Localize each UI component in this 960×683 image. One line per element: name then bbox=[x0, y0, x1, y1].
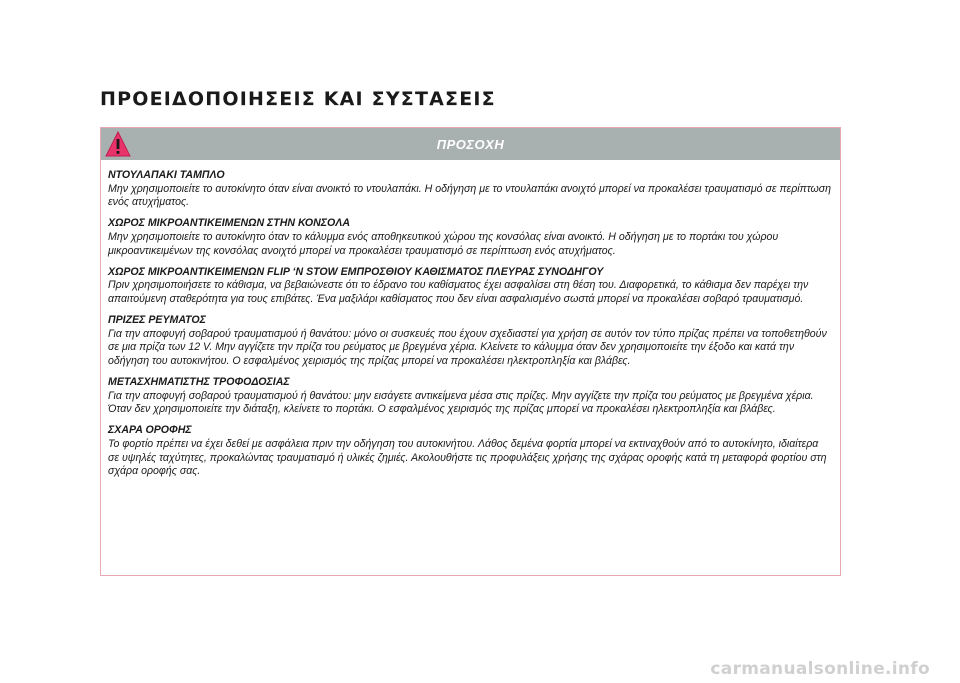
section-roof-rack bbox=[108, 424, 832, 478]
section-heading: ΧΩΡΟΣ ΜΙΚΡΟΑΝΤΙΚΕΙΜΕΝΩΝ FLIP ‘N STOW ΕΜΠΡΟΣΘΙΟΥ ΚΑΘΙΣΜΑΤΟΣ ΠΛΕΥΡΑΣ ΣΥΝΟΔΗΓΟΥ bbox=[108, 265, 604, 278]
section-text: Το φορτίο πρέπει να έχει δεθεί με ασφάλεια πριν την οδήγηση του αυτοκινήτου. Λάθος δεμένα φορτία μπορεί να εκτιναχθούν από το αυτοκίνητο, ιδιαίτερα σε υψηλές ταχύτητες, προκαλώντας τραυματισμό ή υλικές ζημιές. Ακολουθήστε τις προφυλάξεις χρήσης της σχάρας οροφής κατά τη μεταφορά φορτίου στη σχάρα οροφής σας. bbox=[108, 438, 827, 478]
warning-header-label: ΠΡΟΣΟΧΗ bbox=[436, 136, 505, 152]
section-power-inverter bbox=[108, 376, 832, 417]
watermark: carmanualsonline.info bbox=[710, 659, 930, 679]
warning-triangle-icon bbox=[105, 130, 131, 158]
warning-content bbox=[108, 169, 832, 486]
section-power-outlets bbox=[108, 314, 832, 368]
section-text: Μην χρησιμοποιείτε το αυτοκίνητο όταν είναι ανοικτό το ντουλαπάκι. Η οδήγηση με το ντουλαπάκι ανοιχτό μπορεί να προκαλέσει τραυματισμό σε περίπτωση ενός ατυχήματος. bbox=[108, 182, 832, 209]
section-heading: ΠΡΙΖΕΣ ΡΕΥΜΑΤΟΣ bbox=[108, 314, 206, 327]
section-text: Πριν χρησιμοποιήσετε το κάθισμα, να βεβαιώνεστε ότι το έδρανο του καθίσματος έχει ασφαλίσει στη θέση του. Διαφορετικά, το κάθισμα δεν παρέχει την απαιτούμενη σταθερότητα για τους επιβάτες. Ένα μαξιλάρι καθίσματος που δεν είναι ασφαλισμένο σωστά μπορεί να προκαλέσει σοβαρό τραυματισμό. bbox=[108, 279, 809, 305]
section-heading: ΝΤΟΥΛΑΠΑΚΙ ΤΑΜΠΛΟ bbox=[108, 169, 225, 181]
warning-box bbox=[100, 127, 841, 576]
section-text: Για την αποφυγή σοβαρού τραυματισμού ή θανάτου: μην εισάγετε αντικείμενα μέσα στις πρίζες. Μην αγγίζετε την πρίζα του ρεύματος με βρεγμένα χέρια. Όταν δεν χρησιμοποιείτε την διάταξη, κλείνετε το πορτάκι. Ο εσφαλμένος χειρισμός της πρίζας μπορεί να προκαλέσει ηλεκτροπληξία και βλάβες. bbox=[108, 389, 814, 416]
page-title: ΠΡΟΕΙΔΟΠΟΙΗΣΕΙΣ ΚΑΙ ΣΥΣΤΑΣΕΙΣ bbox=[100, 88, 496, 110]
section-text: Μην χρησιμοποιείτε το αυτοκίνητο όταν το κάλυμμα ενός αποθηκευτικού χώρου της κονσόλας είναι ανοικτό. Η οδήγηση με το πορτάκι του χώρου μικροαντικειμένων της κονσόλας ανοιχτό μπορεί να προκαλέσει τραυματισμό σε περίπτωση ενός ατυχήματος. bbox=[108, 230, 779, 257]
section-text: Για την αποφυγή σοβαρού τραυματισμού ή θανάτου: μόνο οι συσκευές που έχουν σχεδιαστεί για χρήση σε αυτόν τον τύπο πρίζας πρέπει να τοποθετηθούν σε μια πρίζα των 12 V. Μην αγγίζετε την πρίζα του ρεύματος με βρεγμένα χέρια. Κλείνετε το κάλυμμα όταν δεν χρησιμοποιείτε την έξοδο και κατά την οδήγηση του αυτοκινήτου. Ο εσφαλμένος χειρισμός της πρίζας μπορεί να προκαλέσει ηλεκτροπληξία και βλάβες. bbox=[108, 327, 827, 367]
section-heading: ΧΩΡΟΣ ΜΙΚΡΟΑΝΤΙΚΕΙΜΕΝΩΝ ΣΤΗΝ ΚΟΝΣΟΛΑ bbox=[108, 217, 351, 230]
warning-header bbox=[101, 128, 840, 160]
section-heading: ΜΕΤΑΣΧΗΜΑΤΙΣΤΗΣ ΤΡΟΦΟΔΟΣΙΑΣ bbox=[108, 376, 290, 389]
section-flip-n-stow bbox=[108, 266, 832, 307]
section-heading: ΣΧΑΡΑ ΟΡΟΦΗΣ bbox=[108, 424, 192, 437]
section-console-storage bbox=[108, 217, 832, 258]
section-glovebox bbox=[108, 169, 832, 210]
